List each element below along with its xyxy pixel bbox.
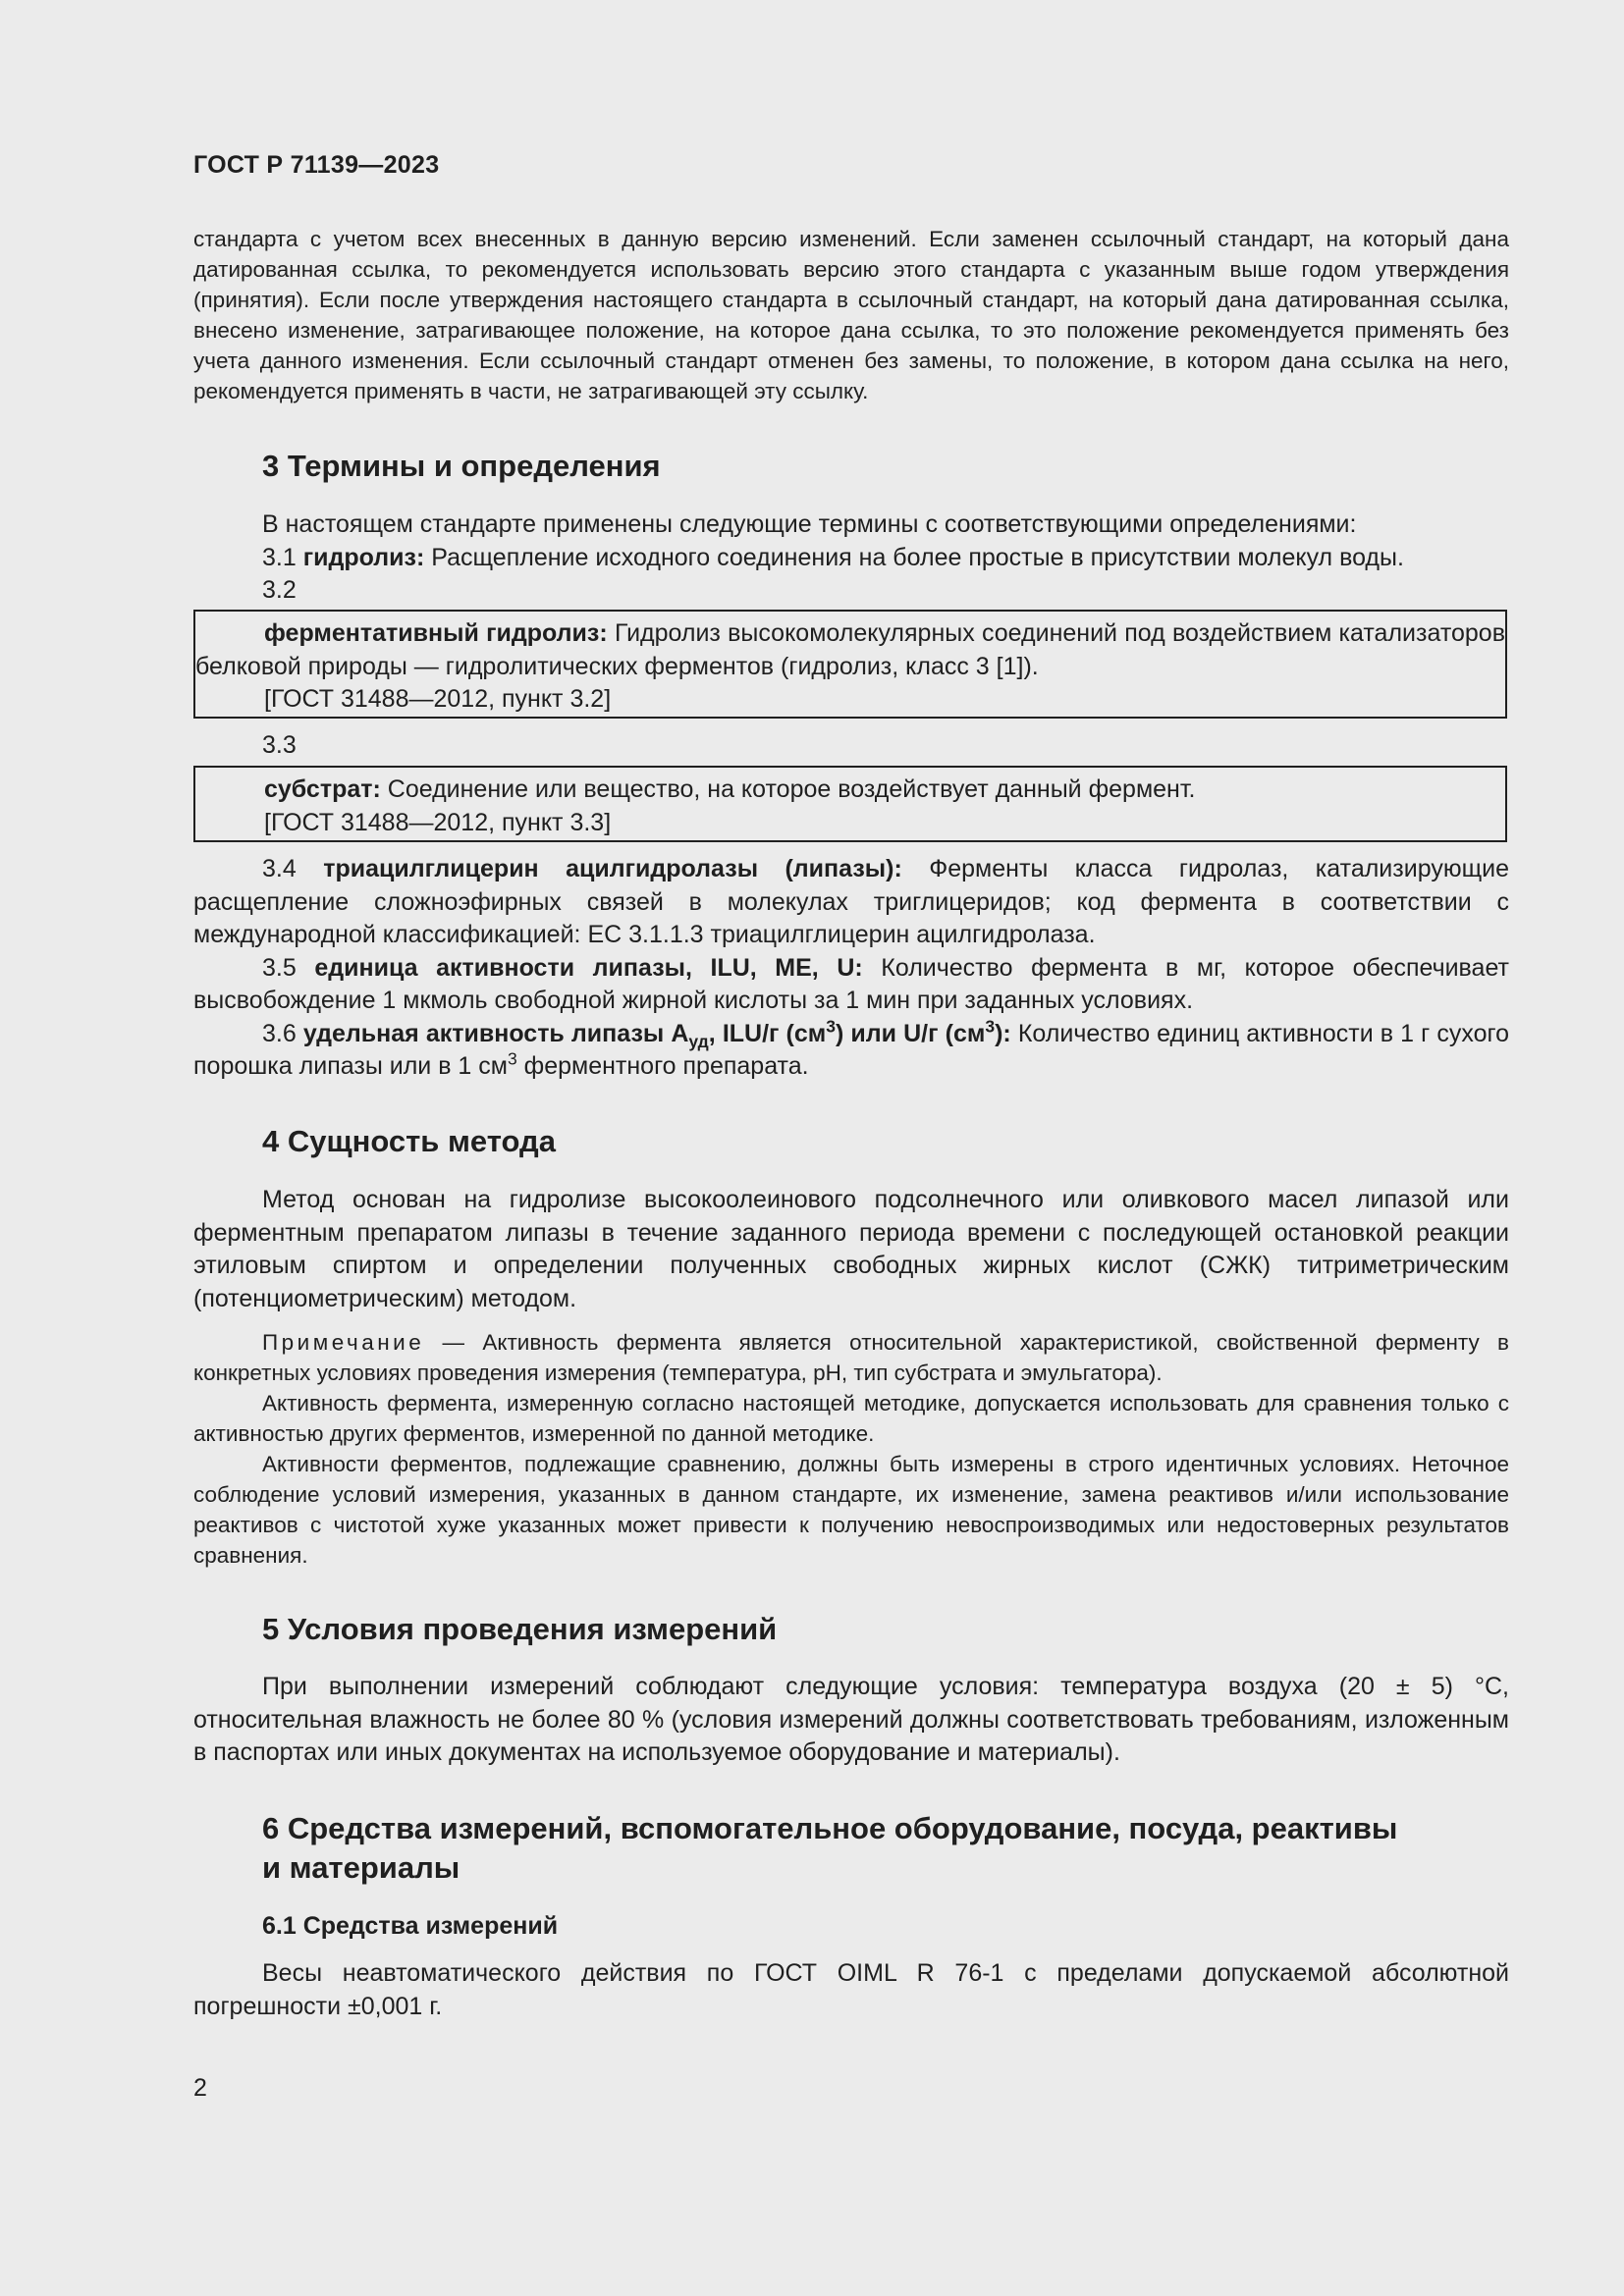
section-4-notes [193, 1327, 1509, 1571]
section-6-heading-line-2: и материалы [262, 1850, 460, 1885]
section-4-paragraph: Метод основан на гидролизе высокоолеинового подсолнечного или оливкового масел липазой или ферментным препаратом липазы в течение заданного периода времени с последующей остановкой реакции этиловым спиртом и определении полученных свободных жирных кислот (СЖК) титриметрическим (потенциометрическим) методом. [193, 1186, 1509, 1312]
term-3-4: 3.4 триацилглицерин ацилгидролазы (липазы): Ферменты класса гидролаз, катализирующие расщепление сложноэфирных связей в молекулах триглицеридов; код фермента в соответствии с международной классификацией: ЕС 3.1.1.3 триацилглицерин ацилгидролаза. [193, 855, 1510, 948]
term-3-6: 3.6 удельная активность липазы $А_{уд}$, ILU/г $(см^3)$ или U/г $(см^3)$: Количество единиц активности в 1 г сухого порошка липазы или в 1 $см^3$ ферментного препарата. [193, 1016, 1509, 1080]
section-3-intro: В настоящем стандарте применены следующие термины с соответствующими определениями: [262, 510, 1357, 538]
section-4-heading: 4 Сущность метода [262, 1124, 556, 1158]
term-3-1: 3.1 гидролиз: Расщепление исходного соединения на более простые в присутствии молекул воды. [262, 543, 1404, 571]
section-5-heading: 5 Условия проведения измерений [262, 1612, 778, 1646]
term-3-3-definition: субстрат: Соединение или вещество, на которое воздействует данный фермент. [264, 775, 1196, 803]
note-label: Примечание [262, 1330, 425, 1355]
section-4-body [193, 1184, 1509, 1315]
section-3-intro-block [193, 508, 1509, 574]
term-3-3-box [193, 766, 1507, 842]
section-5-paragraph: При выполнении измерений соблюдают следующие условия: температура воздуха (20 ± 5) °С, относительная влажность не более 80 % (условия измерений должны соответствовать требованиям, изложенным в паспортах или иных документах на используемое оборудование и материалы). [193, 1673, 1509, 1766]
section-6-heading [262, 1809, 1397, 1888]
section-5-body [193, 1671, 1509, 1770]
section-6-1-paragraph: Весы неавтоматического действия по ГОСТ OIML R 76-1 с пределами допускаемой абсолютной погрешности ±0,001 г. [193, 1959, 1509, 2020]
intro-paragraph-block [193, 224, 1509, 406]
section-3-heading: 3 Термины и определения [262, 449, 661, 483]
term-3-2-number: 3.2 [262, 576, 297, 604]
terms-3-4-to-3-6 [193, 853, 1509, 1084]
page-number: 2 [193, 2074, 207, 2102]
term-3-3-number: 3.3 [262, 731, 297, 759]
note-2: Активность фермента, измеренную согласно настоящей методике, допускается использовать для сравнения только с активностью других ферментов, измеренной по данной методике. [193, 1391, 1509, 1446]
section-6-heading-line-1: 6 Средства измерений, вспомогательное оборудование, посуда, реактивы [262, 1811, 1398, 1845]
intro-paragraph: стандарта с учетом всех внесенных в данную версию изменений. Если заменен ссылочный стандарт, на который дана датированная ссылка, то рекомендуется использовать версию этого стандарта с указанным выше годом утверждения (принятия). Если после утверждения настоящего стандарта в ссылочный стандарт, на который дана датированная ссылка, внесено изменение, затрагивающее положение, на которое дана ссылка, то это положение рекомендуется применять без учета данного изменения. Если ссылочный стандарт отменен без замены, то положение, в котором дана ссылка на него, рекомендуется применять в части, не затрагивающей эту ссылку. [193, 227, 1509, 403]
section-6-body [193, 1957, 1509, 2023]
document-header: ГОСТ Р 71139—2023 [193, 151, 440, 179]
term-3-2-definition: ферментативный гидролиз: Гидролиз высокомолекулярных соединений под воздействием катализаторов белковой природы — гидролитических ферментов (гидролиз, класс 3 [1]). [195, 619, 1505, 680]
term-3-2-source: [ГОСТ 31488—2012, пункт 3.2] [264, 685, 612, 713]
note-3: Активности ферментов, подлежащие сравнению, должны быть измерены в строго идентичных условиях. Неточное соблюдение условий измерения, указанных в данном стандарте, их изменение, замена реактивов и/или использование реактивов с чистотой хуже указанных может привести к получению невоспроизводимых или недостоверных результатов сравнения. [193, 1452, 1509, 1568]
term-3-2-box [193, 610, 1507, 719]
term-3-3-source: [ГОСТ 31488—2012, пункт 3.3] [264, 808, 612, 836]
note-1: Примечание — Активность фермента является относительной характеристикой, свойственной ферменту в конкретных условиях проведения измерения (температура, рН, тип субстрата и эмульгатора). [193, 1330, 1509, 1385]
term-3-5: 3.5 единица активности липазы, ILU, МЕ, U: Количество фермента в мг, которое обеспечивает высвобождение 1 мкмоль свободной жирной кислоты за 1 мин при заданных условиях. [193, 953, 1509, 1014]
subsection-6-1-heading: 6.1 Средства измерений [262, 1912, 559, 1940]
